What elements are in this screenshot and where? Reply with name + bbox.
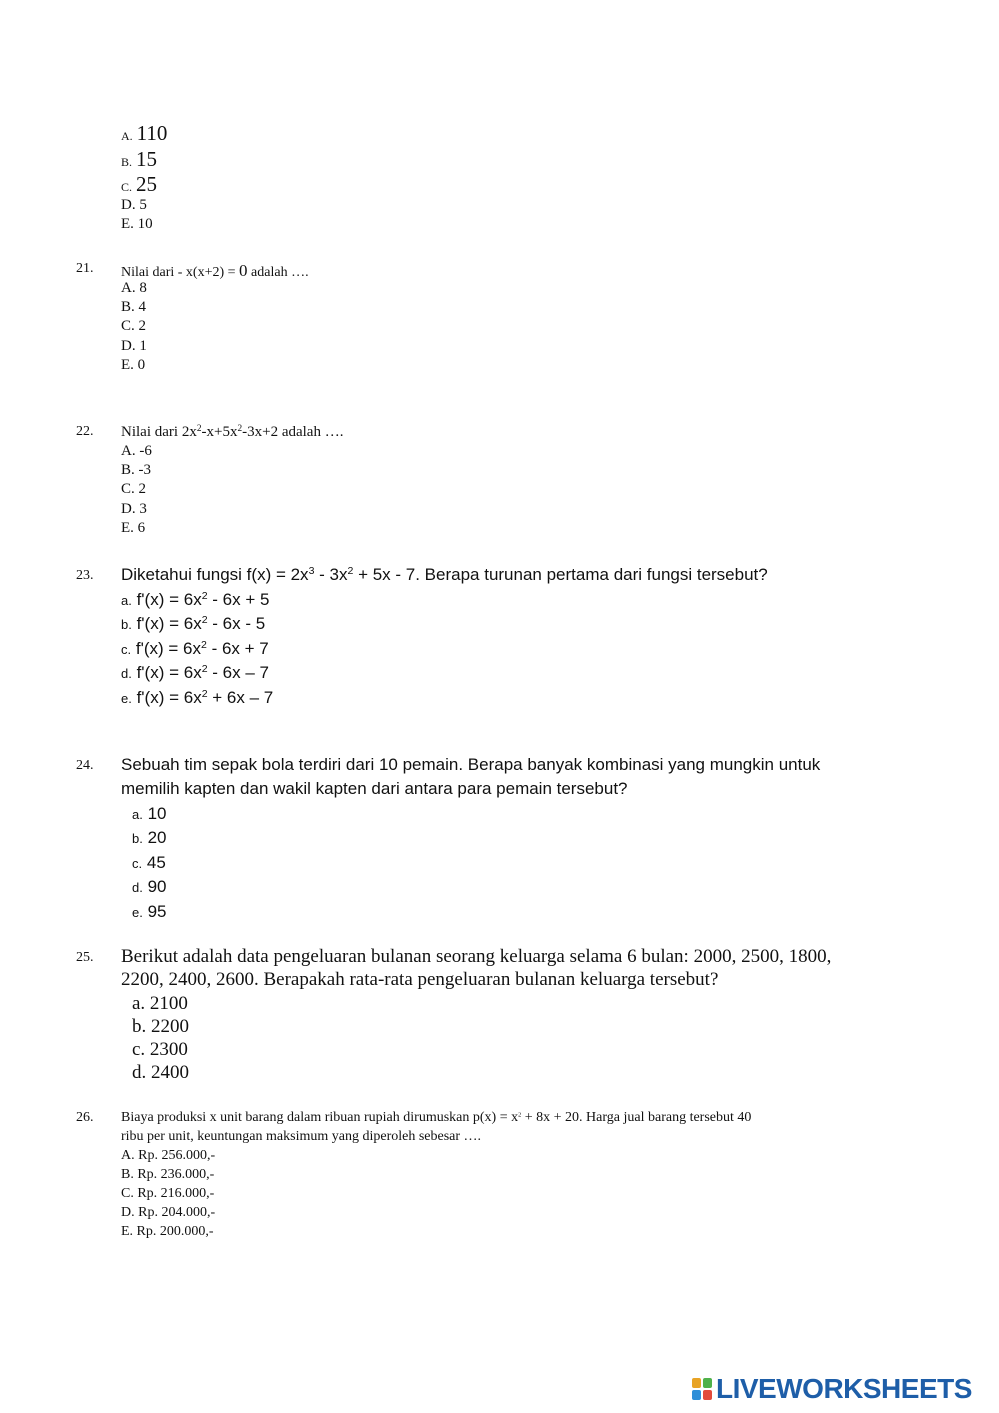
- option: [132, 903, 167, 920]
- option: E. Rp. 200.000,-: [121, 1224, 214, 1239]
- question-number: 24.: [76, 758, 94, 773]
- option: b. $f'(x) = 6x^2 - 6x - 5$: [121, 614, 266, 633]
- question-text-line-1: Biaya produksi x unit barang dalam ribuan rupiah dirumuskan $p(x) = x^2 + 8x + 20$. Harga jual barang tersebut 40: [121, 1110, 752, 1125]
- option: A. 8: [121, 280, 147, 296]
- option-text: 5: [139, 197, 147, 213]
- q20-option-e: [121, 217, 153, 232]
- option: A. Rp. 256.000,-: [121, 1148, 216, 1163]
- option: [132, 854, 166, 871]
- option: e. $f'(x) = 6x^2 + 6x - 7$: [121, 688, 274, 707]
- question-number: 25.: [76, 950, 94, 965]
- option: B. -3: [121, 462, 151, 478]
- option-label: e.: [121, 691, 132, 706]
- option: a. $f'(x) = 6x^2 - 6x + 5$: [121, 590, 270, 609]
- option-label: C.: [121, 180, 133, 194]
- liveworksheets-logo-text: LIVEWORKSHEETS: [716, 1373, 972, 1404]
- option-label: d.: [132, 880, 143, 895]
- option: d. $f'(x) = 6x^2 - 6x - 7$: [121, 663, 269, 682]
- option-label: D.: [121, 197, 136, 213]
- question-number: 23.: [76, 568, 94, 583]
- option-label: a.: [132, 807, 143, 822]
- option: d. 2400: [132, 1062, 189, 1083]
- option: b. 2200: [132, 1016, 189, 1037]
- q20-option-b: [121, 149, 157, 170]
- option-text: 10: [147, 804, 167, 823]
- logo-square-icon: [703, 1378, 712, 1388]
- option: C. Rp. 216.000,-: [121, 1186, 215, 1201]
- option-label: c.: [121, 642, 132, 657]
- q20-option-a: [121, 123, 167, 144]
- option-text: 110: [136, 121, 168, 145]
- option: c. 2300: [132, 1039, 188, 1060]
- question-number: 26.: [76, 1110, 94, 1125]
- question-text: Nilai dari $2x^2-x+5x^2-3x+2$ adalah ….: [121, 423, 344, 440]
- option: B. 4: [121, 299, 147, 315]
- q20-option-d: [121, 198, 147, 213]
- option: A. -6: [121, 443, 152, 459]
- option-label: E.: [121, 216, 134, 232]
- question-text: Nilai dari - x(x+2) = 0 adalah ….: [121, 261, 309, 280]
- option-text: 95: [147, 902, 167, 921]
- option-label: B.: [121, 155, 133, 169]
- question-text-line-2: memilih kapten dan wakil kapten dari antara para pemain tersebut?: [121, 779, 628, 798]
- logo-square-icon: [703, 1390, 712, 1400]
- option-text: 45: [146, 853, 166, 872]
- option: C. 2: [121, 481, 147, 497]
- option-label: e.: [132, 905, 143, 920]
- option: a. 2100: [132, 993, 188, 1014]
- option: [132, 805, 167, 822]
- logo-square-icon: [692, 1378, 701, 1388]
- option-label: A.: [121, 129, 133, 143]
- question-number: 22.: [76, 424, 94, 439]
- option-label: b.: [132, 831, 143, 846]
- liveworksheets-logo-icon: [692, 1378, 712, 1400]
- question-text: Diketahui fungsi $f(x) = 2x^3 - 3x^2 + 5x - 7$. Berapa turunan pertama dari fungsi tersebut?: [121, 565, 768, 584]
- option-label: c.: [132, 856, 143, 871]
- option: c. $f'(x) = 6x^2 - 6x + 7$: [121, 639, 269, 658]
- option: E. 6: [121, 520, 146, 536]
- question-text-line-2: 2200, 2400, 2600. Berapakah rata-rata pengeluaran bulanan keluarga tersebut?: [121, 969, 719, 990]
- option-label: b.: [121, 617, 132, 632]
- question-text-line-1: Berikut adalah data pengeluaran bulanan seorang keluarga selama 6 bulan: 2000, 2500, 1800,: [121, 946, 832, 967]
- option: [132, 829, 167, 846]
- option: D. 3: [121, 501, 147, 517]
- question-text-line-2: ribu per unit, keuntungan maksimum yang diperoleh sebesar ….: [121, 1129, 482, 1144]
- question-number: 21.: [76, 261, 94, 276]
- liveworksheets-logo[interactable]: [692, 1373, 972, 1404]
- option: B. Rp. 236.000,-: [121, 1167, 215, 1182]
- option: [132, 878, 167, 895]
- option-text: 20: [147, 828, 167, 847]
- option-text: 10: [137, 216, 153, 232]
- option-label: d.: [121, 666, 132, 681]
- option: C. 2: [121, 318, 147, 334]
- q20-option-c: [121, 174, 157, 195]
- option-text: 15: [136, 147, 158, 171]
- option-text: 90: [147, 877, 167, 896]
- question-text-line-1: Sebuah tim sepak bola terdiri dari 10 pemain. Berapa banyak kombinasi yang mungkin untuk: [121, 755, 821, 774]
- option: D. Rp. 204.000,-: [121, 1205, 216, 1220]
- option-text: 25: [136, 172, 158, 196]
- option: E. 0: [121, 357, 146, 373]
- logo-square-icon: [692, 1390, 701, 1400]
- option-label: a.: [121, 593, 132, 608]
- option: D. 1: [121, 338, 147, 354]
